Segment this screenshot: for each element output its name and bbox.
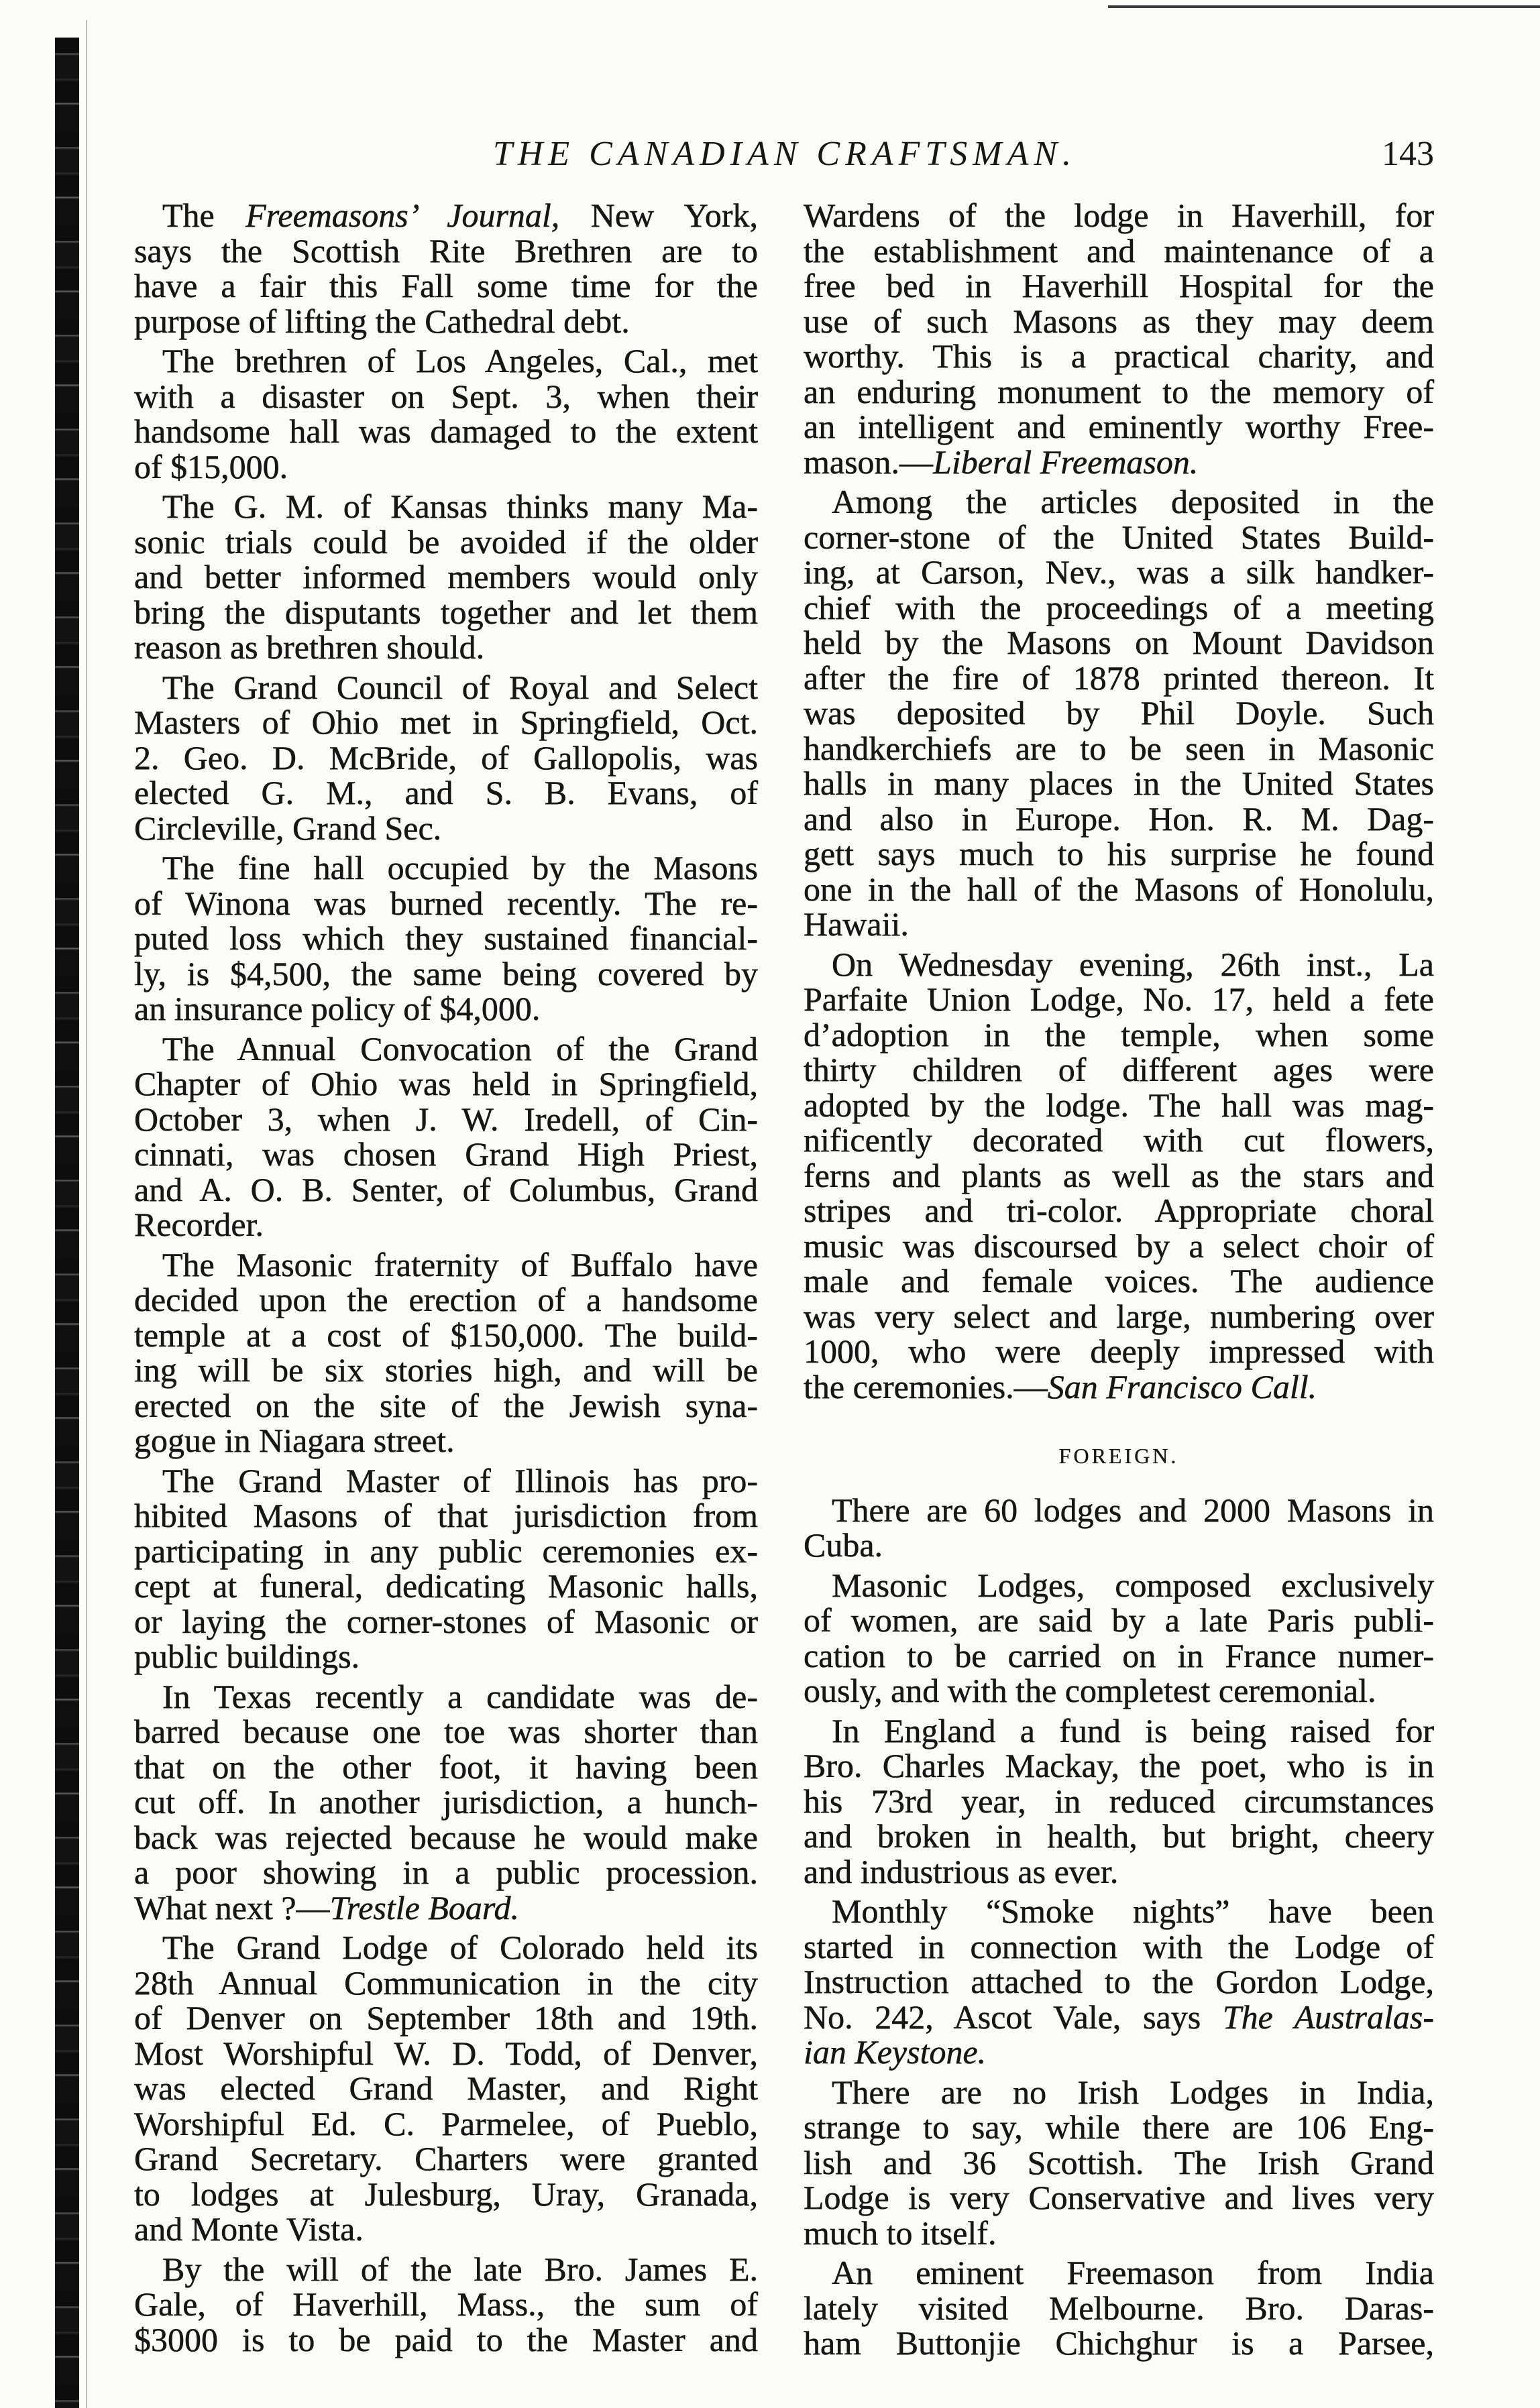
text-line: halls in many places in the United States: [804, 764, 1434, 802]
text-line: 2. Geo. D. McBride, of Gallopolis, was: [134, 738, 758, 777]
text-line: one in the hall of the Masons of Honolulu,: [804, 870, 1434, 908]
text-line: The Grand Master of Illinois has pro-: [162, 1461, 758, 1499]
text-line: Instruction attached to the Gordon Lodge,: [804, 1963, 1434, 2000]
text-line: lately visited Melbourne. Bro. Daras-: [804, 2289, 1434, 2327]
text-line: held by the Masons on Mount Davidson: [804, 624, 1434, 661]
text-line: ously, and with the completest ceremonial.: [804, 1672, 1376, 1709]
text-segment: The: [162, 196, 246, 234]
text-line: An eminent Freemason from India: [832, 2254, 1434, 2291]
text-line: The G. M. of Kansas thinks many Ma-: [162, 488, 758, 525]
text-line: Worshipful Ed. C. Parmelee, of Pueblo,: [134, 2104, 758, 2142]
text-line: The brethren of Los Angeles, Cal., met: [162, 342, 758, 380]
text-line: lish and 36 Scottish. The Irish Grand: [804, 2143, 1434, 2181]
text-line: Parfaite Union Lodge, No. 17, held a fete: [804, 980, 1434, 1018]
text-line: Lodge is very Conservative and lives very: [804, 2179, 1434, 2216]
text-line: Grand Secretary. Charters were granted: [134, 2140, 758, 2177]
text-line: reason as brethren should.: [134, 628, 485, 666]
text-line: Cuba.: [804, 1526, 883, 1564]
text-line: Chapter of Ohio was held in Springfield,: [134, 1065, 758, 1102]
text-line: handkerchiefs are to be seen in Masonic: [804, 729, 1434, 767]
italic-text: Liberal Freemason.: [933, 443, 1199, 481]
text-line: nificently decorated with cut flowers,: [804, 1121, 1434, 1159]
text-line: his 73rd year, in reduced circumstances: [804, 1782, 1434, 1820]
text-line: worthy. This is a practical charity, and: [804, 337, 1434, 375]
text-line: that on the other foot, it having been: [134, 1747, 758, 1786]
text-segment: the ceremonies.—: [804, 1367, 1048, 1406]
text-line: Wardens of the lodge in Haverhill, for: [804, 196, 1434, 234]
text-line: and also in Europe. Hon. R. M. Dag-: [804, 799, 1434, 838]
text-line: [162, 198, 758, 233]
text-line: ly, is $4,500, the same being covered by: [134, 954, 758, 992]
right-column: [804, 0, 1434, 2408]
text-line: an enduring monument to the memory of: [804, 372, 1434, 410]
text-line: [134, 1890, 758, 1926]
text-line: chief with the proceedings of a meeting: [804, 588, 1434, 626]
text-line: $3000 is to be paid to the Master and: [134, 2320, 758, 2358]
text-line: was very select and large, numbering over: [804, 1297, 1434, 1335]
text-line: was elected Grand Master, and Right: [134, 2069, 758, 2107]
text-line: ham Buttonjie Chichghur is a Parsee,: [804, 2324, 1434, 2362]
text-line: and industrious as ever.: [804, 1852, 1119, 1890]
text-line: By the will of the late Bro. James E.: [162, 2250, 758, 2288]
text-line: The Grand Lodge of Colorado held its: [162, 1929, 758, 1966]
text-line: strange to say, while there are 106 Eng-: [804, 2108, 1434, 2146]
text-line: participating in any public ceremonies ex-: [134, 1532, 758, 1570]
text-line: an insurance policy of $4,000.: [134, 990, 541, 1027]
text-line: thirty children of different ages were: [804, 1051, 1434, 1088]
text-line: Recorder.: [134, 1206, 264, 1243]
text-line: temple at a cost of $150,000. The build-: [134, 1316, 758, 1354]
text-line: cept at funeral, dedicating Masonic halls,: [134, 1567, 758, 1605]
text-line: or laying the corner-stones of Masonic or: [134, 1602, 758, 1640]
text-line: and broken in health, but bright, cheery: [804, 1817, 1434, 1855]
text-line: and A. O. B. Senter, of Columbus, Grand: [134, 1170, 758, 1208]
text-line: The Annual Convocation of the Grand: [162, 1029, 758, 1068]
italic-text: Trestle Board.: [329, 1888, 519, 1927]
text-line: of Winona was burned recently. The re-: [134, 884, 758, 922]
text-line: ing, at Carson, Nev., was a silk handker-: [804, 553, 1434, 591]
text-line: ferns and plants as well as the stars and: [804, 1156, 1434, 1194]
text-line: started in connection with the Lodge of: [804, 1927, 1434, 1965]
text-line: use of such Masons as they may deem: [804, 302, 1434, 340]
text-line: Monthly “Smoke nights” have been: [832, 1892, 1434, 1930]
text-line: was deposited by Phil Doyle. Such: [804, 694, 1434, 732]
text-line: In England a fund is being raised for: [832, 1711, 1434, 1750]
italic-text: San Francisco Call.: [1047, 1367, 1317, 1406]
text-line: 28th Annual Communication in the city: [134, 1963, 758, 2002]
text-line: male and female voices. The audience: [804, 1262, 1434, 1300]
text-line: There are 60 lodges and 2000 Masons in: [832, 1491, 1434, 1529]
text-line: and Monte Vista.: [134, 2210, 364, 2248]
italic-text: ian Keystone.: [804, 2033, 987, 2071]
text-line: gogue in Niagara street.: [134, 1422, 455, 1459]
text-line: [804, 2034, 1434, 2070]
text-line: music was discoursed by a select choir of: [804, 1226, 1434, 1265]
text-line: [804, 1369, 1434, 1405]
text-line: [804, 2000, 1434, 2035]
text-line: handsome hall was damaged to the extent: [134, 412, 758, 450]
text-line: with a disaster on Sept. 3, when their: [134, 377, 758, 415]
text-line: The Masonic fraternity of Buffalo have: [162, 1245, 758, 1283]
text-line: back was rejected because he would make: [134, 1818, 758, 1856]
text-line: sonic trials could be avoided if the older: [134, 522, 758, 561]
text-line: Hawaii.: [804, 905, 909, 943]
text-line: decided upon the erection of a handsome: [134, 1281, 758, 1318]
text-line: free bed in Haverhill Hospital for the: [804, 267, 1434, 304]
text-line: Masters of Ohio met in Springfield, Oct.: [134, 703, 758, 741]
text-line: of Denver on September 18th and 19th.: [134, 1999, 758, 2037]
section-heading: FOREIGN.: [1058, 1443, 1179, 1468]
text-line: 1000, who were deeply impressed with: [804, 1332, 1434, 1370]
text-line: adopted by the lodge. The hall was mag-: [804, 1086, 1434, 1124]
text-line: and better informed members would only: [134, 558, 758, 595]
text-line: October 3, when J. W. Iredell, of Cin-: [134, 1100, 758, 1138]
text-line: a poor showing in a public procession.: [134, 1853, 758, 1891]
binding-edge: [55, 38, 79, 2408]
text-line: Among the articles deposited in the: [832, 483, 1434, 520]
text-line: public buildings.: [134, 1638, 360, 1675]
text-line: corner-stone of the United States Build-: [804, 518, 1434, 556]
text-line: says the Scottish Rite Brethren are to: [134, 231, 758, 270]
text-line: In Texas recently a candidate was de-: [162, 1677, 758, 1715]
text-line: stripes and tri-color. Appropriate choral: [804, 1192, 1434, 1229]
running-head-title: THE CANADIAN CRAFTSMAN.: [492, 135, 1077, 173]
text-line: Masonic Lodges, composed exclusively: [832, 1566, 1434, 1604]
text-line: erected on the site of the Jewish syna-: [134, 1386, 758, 1424]
text-line: barred because one toe was shorter than: [134, 1713, 758, 1750]
text-line: the establishment and maintenance of a: [804, 231, 1434, 270]
text-line: The fine hall occupied by the Masons: [162, 849, 758, 886]
text-line: purpose of lifting the Cathedral debt.: [134, 302, 630, 340]
text-line: [804, 445, 1434, 480]
text-line: d’adoption in the temple, when some: [804, 1015, 1434, 1053]
text-line: have a fair this Fall some time for the: [134, 267, 758, 304]
text-line: ing will be six stories high, and will be: [134, 1351, 758, 1389]
text-line: of women, are said by a late Paris publi-: [804, 1601, 1434, 1639]
text-line: puted loss which they sustained financial-: [134, 919, 758, 957]
text-line: Gale, of Haverhill, Mass., the sum of: [134, 2285, 758, 2323]
text-line: to lodges at Julesburg, Uray, Granada,: [134, 2175, 758, 2213]
text-line: cut off. In another jurisdiction, a hunch-: [134, 1783, 758, 1821]
text-segment: What next ?—: [134, 1888, 330, 1927]
text-line: The Grand Council of Royal and Select: [162, 668, 758, 706]
text-line: bring the disputants together and let them: [134, 593, 758, 631]
text-line: of $15,000.: [134, 447, 288, 485]
left-column: [134, 0, 758, 2408]
text-segment: New York,: [559, 196, 758, 234]
text-line: cinnati, was chosen Grand High Priest,: [134, 1135, 758, 1173]
text-line: Circleville, Grand Sec.: [134, 809, 442, 847]
text-line: Bro. Charles Mackay, the poet, who is in: [804, 1747, 1434, 1784]
text-line: an intelligent and eminently worthy Free-: [804, 408, 1434, 445]
text-line: hibited Masons of that jurisdiction from: [134, 1497, 758, 1534]
text-line: Most Worshipful W. D. Todd, of Denver,: [134, 2034, 758, 2072]
text-line: cation to be carried on in France numer-: [804, 1636, 1434, 1674]
text-line: after the fire of 1878 printed thereon. It: [804, 658, 1434, 697]
italic-text: The Australas-: [1222, 1998, 1434, 2036]
text-line: There are no Irish Lodges in India,: [832, 2073, 1434, 2111]
text-line: elected G. M., and S. B. Evans, of: [134, 774, 758, 811]
text-line: On Wednesday evening, 26th inst., La: [832, 945, 1434, 983]
scan-edge-line: [86, 20, 87, 2408]
text-segment: No. 242, Ascot Vale, says: [804, 1998, 1223, 2036]
italic-text: Freemasons’ Journal,: [245, 196, 560, 234]
page-number: 143: [1382, 135, 1434, 173]
text-line: much to itself.: [804, 2214, 997, 2252]
text-line: gett says much to his surprise he found: [804, 835, 1434, 872]
text-segment: mason.—: [804, 443, 934, 481]
